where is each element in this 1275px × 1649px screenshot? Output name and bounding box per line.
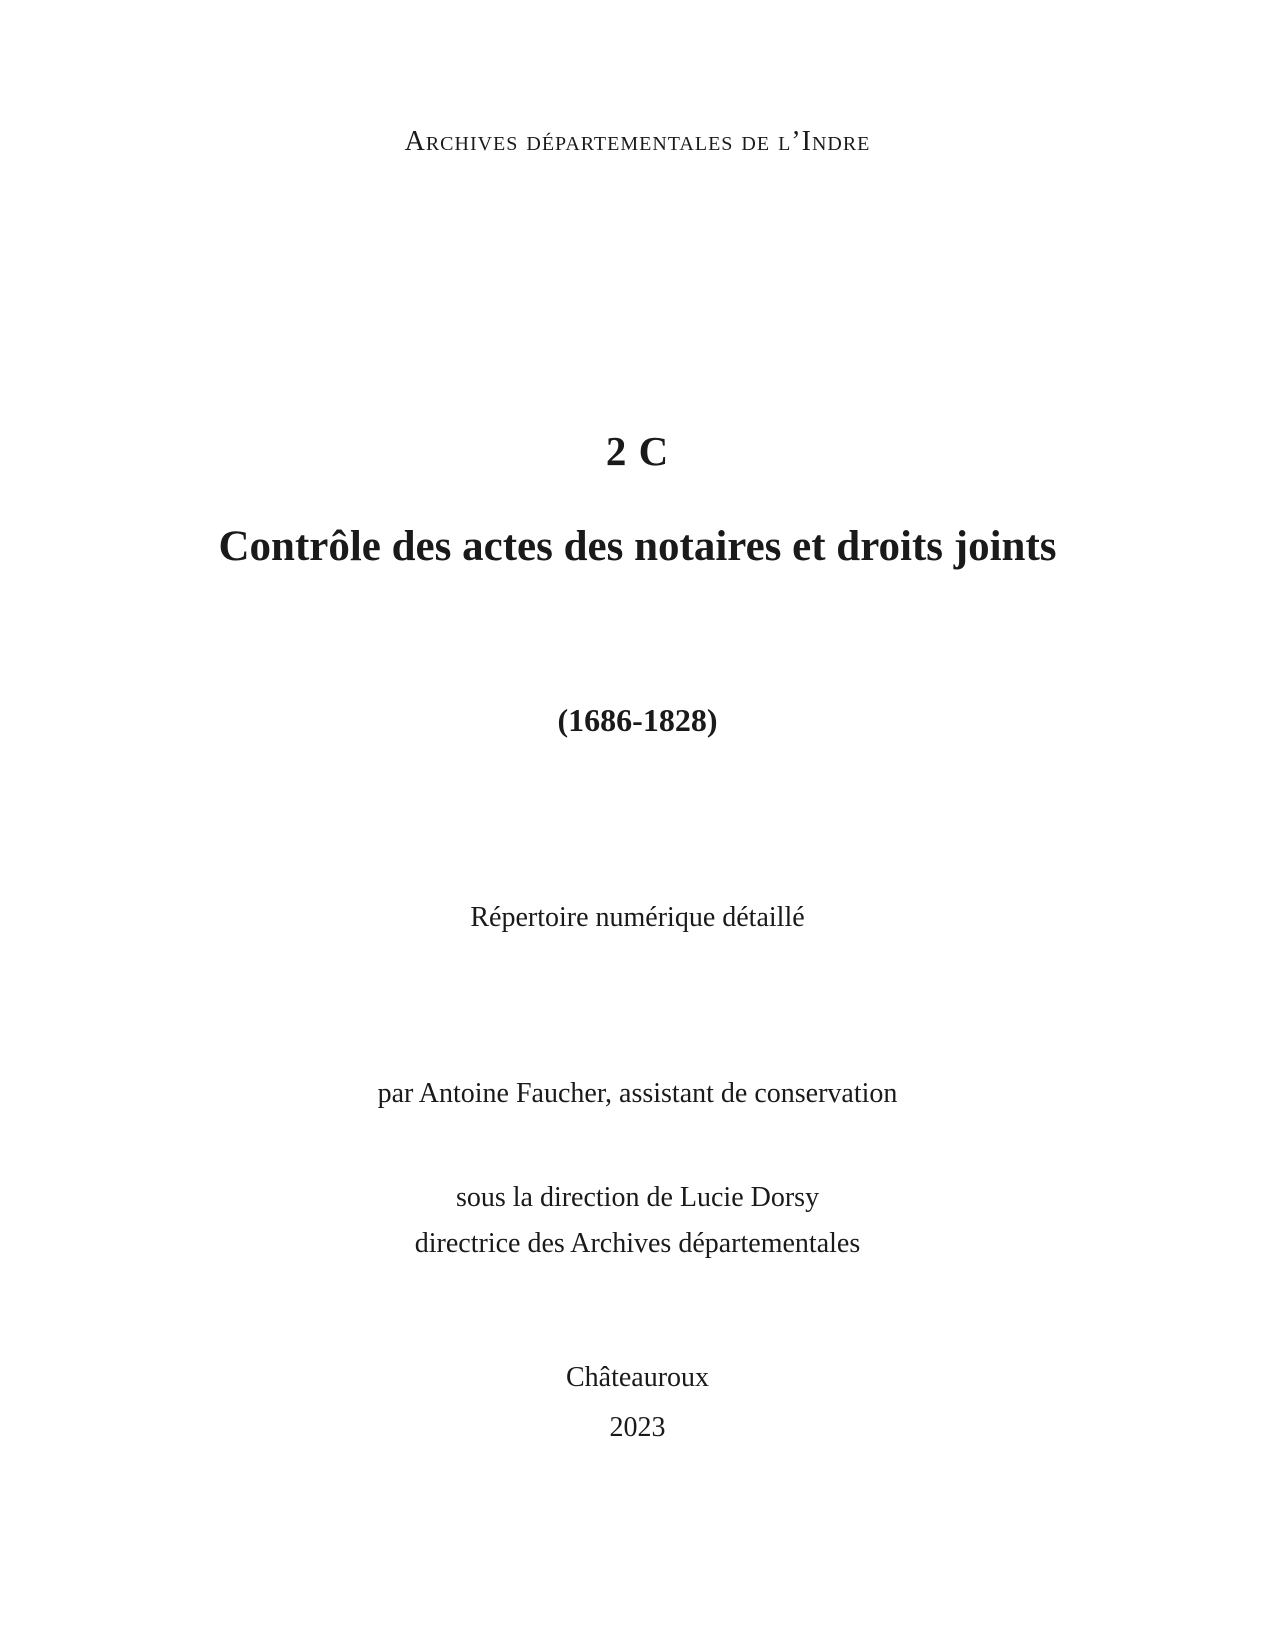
place-name: Châteauroux bbox=[565, 1362, 710, 1393]
publication-year: 2023 bbox=[609, 1412, 666, 1443]
series-code: 2 C bbox=[605, 428, 670, 474]
subtitle: Répertoire numérique détaillé bbox=[470, 902, 805, 933]
direction-line-1: sous la direction de Lucie Dorsy bbox=[455, 1182, 820, 1213]
date-range: (1686-1828) bbox=[557, 702, 718, 738]
institution-header: Archives départementales de l’Indre bbox=[404, 126, 871, 157]
author-line: par Antoine Faucher, assistant de conservation bbox=[377, 1078, 898, 1109]
direction-line-2: directrice des Archives départementales bbox=[414, 1228, 861, 1259]
page-title: Contrôle des actes des notaires et droits joints bbox=[218, 523, 1057, 570]
